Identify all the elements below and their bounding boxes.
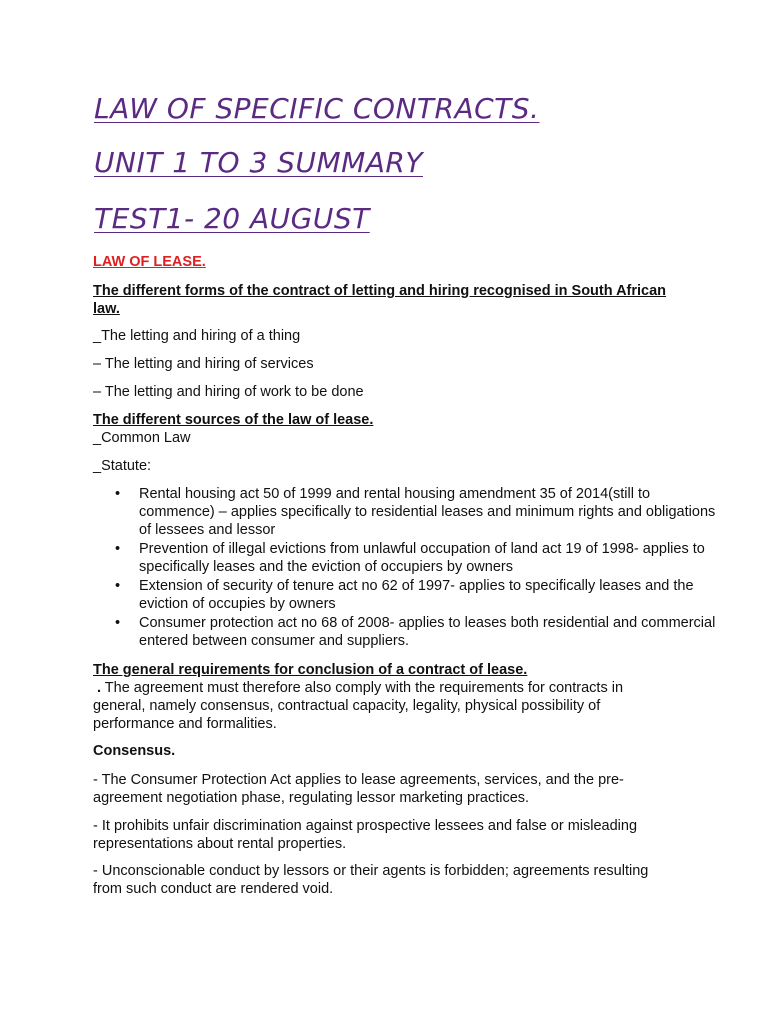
sources-heading: The different sources of the law of lease. [93, 412, 374, 428]
forms-item-work: – The letting and hiring of work to be done [93, 384, 364, 400]
statute-item: • Rental housing act 50 of 1999 and rental housing amendment 35 of 2014(still to commence) – applies specifically to residential leases and minimum rights and obligations of lessees and lessor [139, 485, 724, 539]
consensus-paragraph: - It prohibits unfair discrimination against prospective lessees and false or misleading representations about rental properties. [93, 818, 638, 852]
statute-item: • Extension of security of tenure act no 62 of 1997- applies to specifically leases and the eviction of occupies by owners [139, 577, 724, 613]
consensus-paragraph: - Unconscionable conduct by lessors or their agents is forbidden; agreements resulting from such conduct are rendered void. [93, 863, 649, 897]
forms-heading: The different forms of the contract of letting and hiring recognised in South African law. [93, 283, 667, 317]
forms-item-services: – The letting and hiring of services [93, 356, 314, 372]
forms-item-thing: _The letting and hiring of a thing [93, 328, 301, 344]
requirements-heading: The general requirements for conclusion of a contract of lease. [93, 662, 528, 678]
title-line-2: UNIT 1 TO 3 SUMMARY [94, 146, 423, 179]
sources-statute: _Statute: [93, 458, 152, 474]
requirements-paragraph [93, 679, 673, 733]
section-heading-law-of-lease: LAW OF LEASE. [93, 254, 206, 270]
consensus-heading: Consensus. [93, 743, 176, 759]
requirements-text: The agreement must therefore also comply with the requirements for contracts in general, namely consensus, contractual capacity, legality, physical possibility of performance and formalities. [93, 680, 624, 732]
title-line-1: LAW OF SPECIFIC CONTRACTS. [94, 92, 540, 125]
title-line-3: TEST1- 20 AUGUST [94, 202, 370, 235]
requirements-bullet-mark: . [97, 680, 102, 696]
statute-item: • Consumer protection act no 68 of 2008- applies to leases both residential and commercial entered between consumer and suppliers. [139, 614, 724, 650]
statute-item: • Prevention of illegal evictions from unlawful occupation of land act 19 of 1998- applies to specifically leases and the eviction of occupiers by owners [139, 540, 724, 576]
statute-list [93, 485, 724, 651]
sources-common-law: _Common Law [93, 430, 191, 446]
consensus-paragraph: - The Consumer Protection Act applies to lease agreements, services, and the pre-agreement negotiation phase, regulating lessor marketing practices. [93, 772, 624, 806]
